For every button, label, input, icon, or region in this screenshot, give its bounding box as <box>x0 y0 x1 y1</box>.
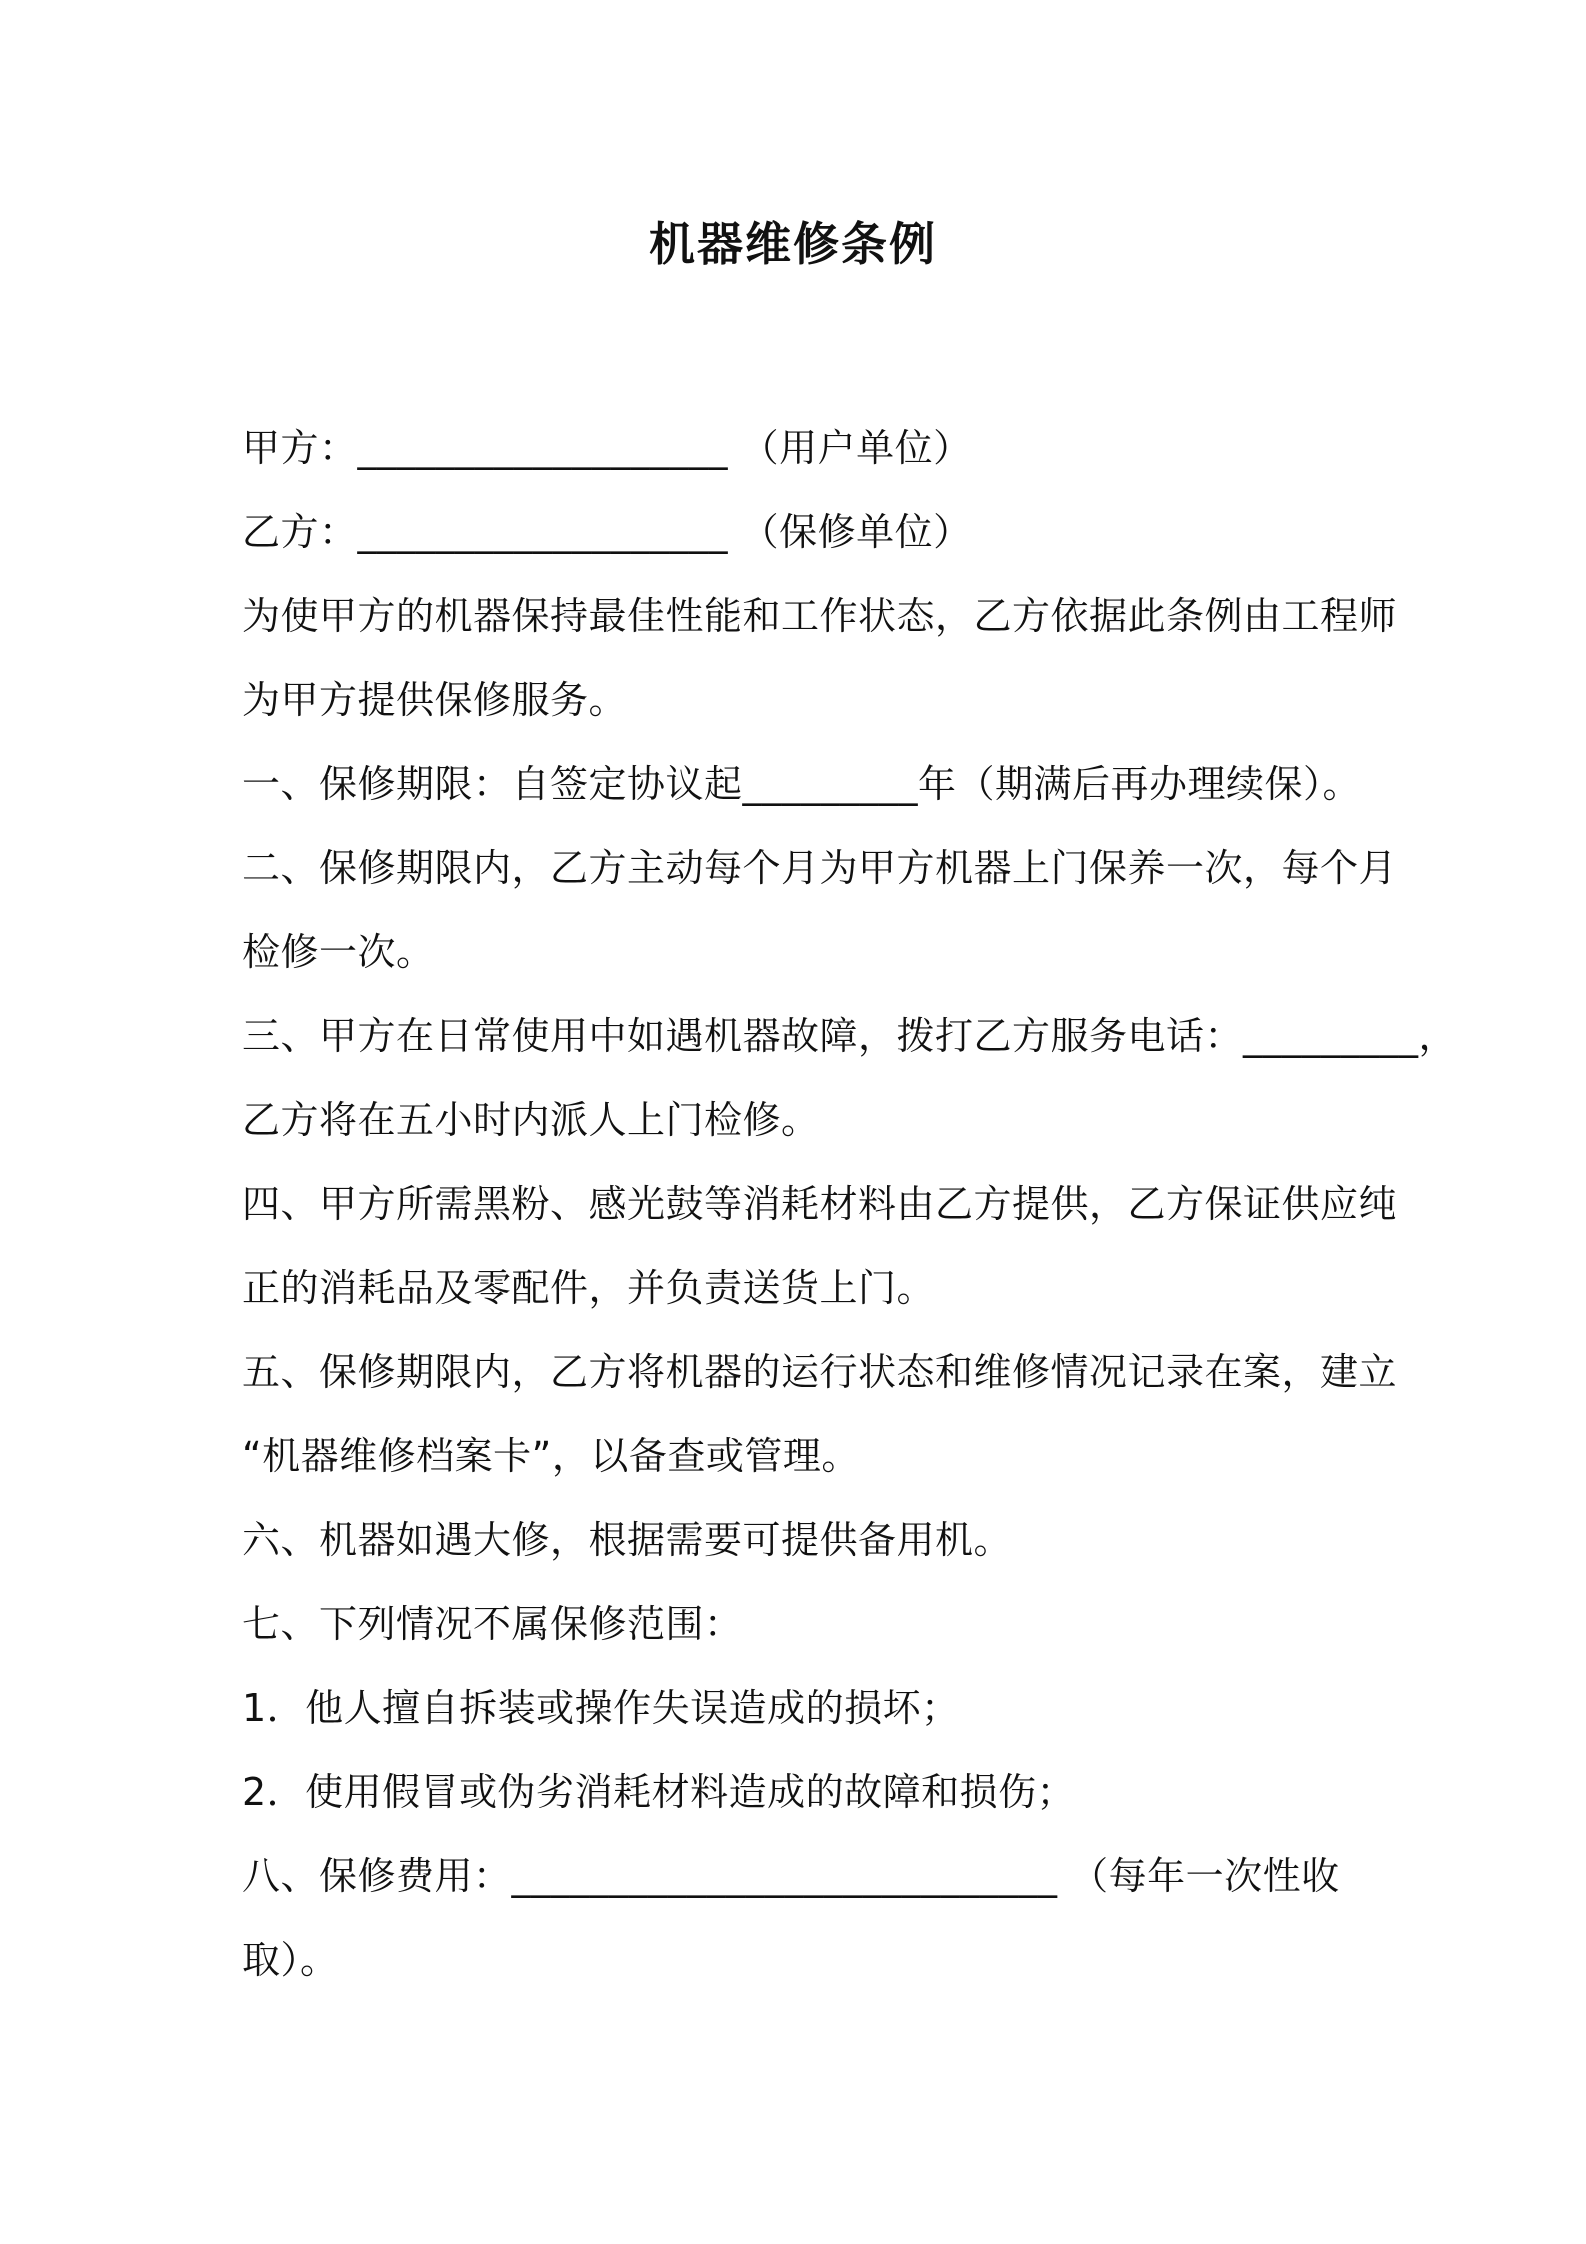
clause-2-line-2: 检修一次。 <box>242 930 435 974</box>
clause-1: 一、保修期限：自签定协议起_________年（期满后再办理续保）。 <box>242 762 1362 806</box>
clause-5-line-1: 五、保修期限内，乙方将机器的运行状态和维修情况记录在案，建立 <box>242 1350 1398 1394</box>
clause-4-line-1: 四、甲方所需黑粉、感光鼓等消耗材料由乙方提供，乙方保证供应纯 <box>242 1182 1398 1226</box>
clause-8-line-2: 取）。 <box>242 1938 339 1982</box>
clause-3-line-2: 乙方将在五小时内派人上门检修。 <box>242 1098 820 1142</box>
clause-7: 七、下列情况不属保修范围： <box>242 1602 743 1646</box>
document-title: 机器维修条例 <box>649 217 937 271</box>
clause-3-line-1: 三、甲方在日常使用中如遇机器故障，拨打乙方服务电话：_________， <box>242 1014 1458 1058</box>
intro-line-1: 为使甲方的机器保持最佳性能和工作状态，乙方依据此条例由工程师 <box>242 594 1398 638</box>
clause-5-line-2: “机器维修档案卡”，以备查或管理。 <box>242 1434 860 1478</box>
clause-2-line-1: 二、保修期限内，乙方主动每个月为甲方机器上门保养一次，每个月 <box>242 846 1398 890</box>
clause-7-item-2: 2．使用假冒或伪劣消耗材料造成的故障和损伤； <box>242 1770 1076 1814</box>
clause-8-line-1: 八、保修费用：____________________________ （每年一次性收 <box>242 1854 1340 1898</box>
party-a-line: 甲方：___________________ （用户单位） <box>242 426 972 470</box>
clause-6: 六、机器如遇大修，根据需要可提供备用机。 <box>242 1518 1013 1562</box>
clause-7-item-1: 1．他人擅自拆装或操作失误造成的损坏； <box>242 1686 960 1730</box>
intro-line-2: 为甲方提供保修服务。 <box>242 678 628 722</box>
party-b-line: 乙方：___________________ （保修单位） <box>242 510 972 554</box>
clause-4-line-2: 正的消耗品及零配件，并负责送货上门。 <box>242 1266 936 1310</box>
document-body <box>242 406 1458 2002</box>
